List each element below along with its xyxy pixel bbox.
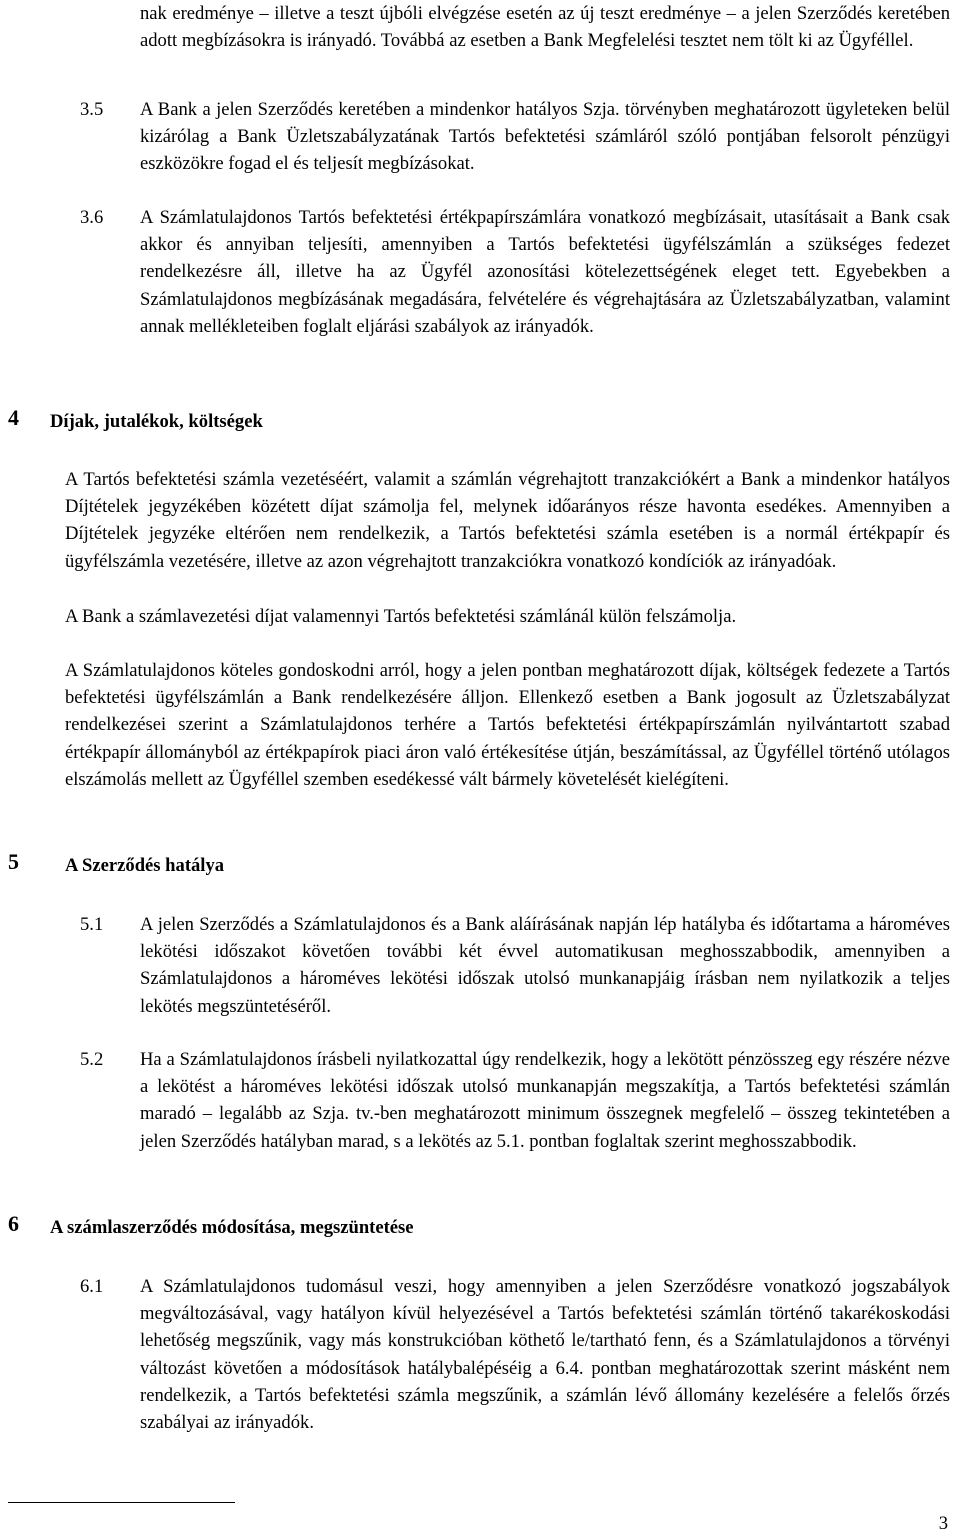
section-5-title: A Szerződés hatálya — [65, 855, 225, 876]
item-text-6-1: A Számlatulajdonos tudomásul veszi, hogy amennyiben a jelen Szerződésre vonatkozó jogszabályok megváltozásával, vagy hatályon kívül helyezésével a Tartós befektetési számlán történő takarékoskodási lehetőség megszűnik, vagy más konstrukcióban köthető le/tartható fenn, és a Számlatulajdonos a törvényi változást követően a módosítások hatálybalépéséig a 6.4. pontban meghatározottak szerint másként nem rendelkezik, a Tartós befektetési számla megszűnik, a számlán lévő állomány kezelésére a felelős őrzés szabályai az irányadók. — [140, 1276, 950, 1434]
item-text-5-2: Ha a Számlatulajdonos írásbeli nyilatkozattal úgy rendelkezik, hogy a lekötött pénzösszeg egy részére nézve a lekötést a hároméves lekötési időszak utolsó munkanapján megszakítja, a Tartós befektetési számlán maradó – legalább az Szja. tv.-ben meghatározott minimum összegnek megfelelő – összeg tekintetében a jelen Szerződés hatályban marad, s a lekötés az 5.1. pontban foglaltak szerint meghosszabbodik. — [140, 1049, 950, 1152]
section-4-paragraph-1: A Tartós befektetési számla vezetéséért, valamit a számlán végrehajtott tranzakciókért a Bank a mindenkor hatályos Díjtételek jegyzékében közétett díjat számolja fel, melynek időarányos része havonta esedékes. Amennyiben a Díjtételek jegyzéke eltérően nem rendelkezik, a Tartós befektetési számla esetében is a normál értékpapír és ügyfélszámla vezetésére, illetve az azon végrehajtott tranzakciókra vonatkozó kondíciók az irányadóak. — [65, 469, 950, 572]
item-text-3-5: A Bank a jelen Szerződés keretében a mindenkor hatályos Szja. törvényben meghatározott ügyleteken belül kizárólag a Bank Üzletszabályzatának Tartós befektetési számláról szóló pontjában felsorolt pénzügyi eszközökre fogad el és teljesít megbízásokat. — [140, 99, 950, 175]
item-number-3-5: 3.5 — [80, 99, 104, 120]
section-4-title: Díjak, jutalékok, költségek — [50, 411, 263, 432]
page-number: 3 — [938, 1513, 948, 1534]
item-number-6-1: 6.1 — [80, 1276, 104, 1297]
section-4-paragraph-3: A Számlatulajdonos köteles gondoskodni arról, hogy a jelen pontban meghatározott díjak, költségek fedezete a Tartós befektetési ügyfélszámlán a Bank rendelkezésére álljon. Ellenkező esetben a Bank jogosult az Üzletszabályzat rendelkezései szerint a Számlatulajdonos terhére a Tartós befektetési értékpapírszámlán nyilvántartott szabad értékpapír állományból az értékpapírok piaci áron való értékesítése útján, beszámítással, az Ügyféllel történő utólagos elszámolás mellett az Ügyféllel szemben esedékessé vált bármely követelését kielégíteni. — [65, 660, 950, 790]
section-6-number: 6 — [8, 1211, 19, 1236]
intro-paragraph: nak eredménye – illetve a teszt újbóli elvégzése esetén az új teszt eredménye – a jelen Szerződés keretében adott megbízásokra is irányadó. Továbbá az esetben a Bank Megfelelési tesztet nem tölt ki az Ügyféllel. — [140, 3, 950, 52]
section-6-title: A számlaszerződés módosítása, megszüntetése — [50, 1217, 414, 1238]
item-number-5-1: 5.1 — [80, 914, 104, 935]
item-text-5-1: A jelen Szerződés a Számlatulajdonos és a Bank aláírásának napján lép hatályba és időtartama a hároméves lekötési időszakot követően további két évvel automatikusan meghosszabbodik, amennyiben a Számlatulajdonos a hároméves lekötési időszak utolsó munkanapjáig írásban nem nyilatkozik a teljes lekötés megszüntetéséről. — [140, 914, 950, 1017]
footer-rule — [8, 1502, 235, 1503]
section-4-paragraph-2: A Bank a számlavezetési díjat valamennyi Tartós befektetési számlánál külön felszámolja. — [65, 606, 737, 627]
item-number-3-6: 3.6 — [80, 207, 104, 228]
section-5-number: 5 — [8, 849, 19, 874]
item-number-5-2: 5.2 — [80, 1049, 104, 1070]
item-text-3-6: A Számlatulajdonos Tartós befektetési értékpapírszámlára vonatkozó megbízásait, utasításait a Bank csak akkor és annyiban teljesíti, amennyiben a Tartós befektetési ügyfélszámlán a szükséges fedezet rendelkezésre áll, illetve ha az Ügyfél azonosítási kötelezettségének eleget tett. Egyebekben a Számlatulajdonos megbízásának megadására, felvételére és végrehajtására az Üzletszabályzatban, valamint annak mellékleteiben foglalt eljárási szabályok az irányadók. — [140, 207, 950, 337]
section-4-number: 4 — [8, 405, 19, 430]
